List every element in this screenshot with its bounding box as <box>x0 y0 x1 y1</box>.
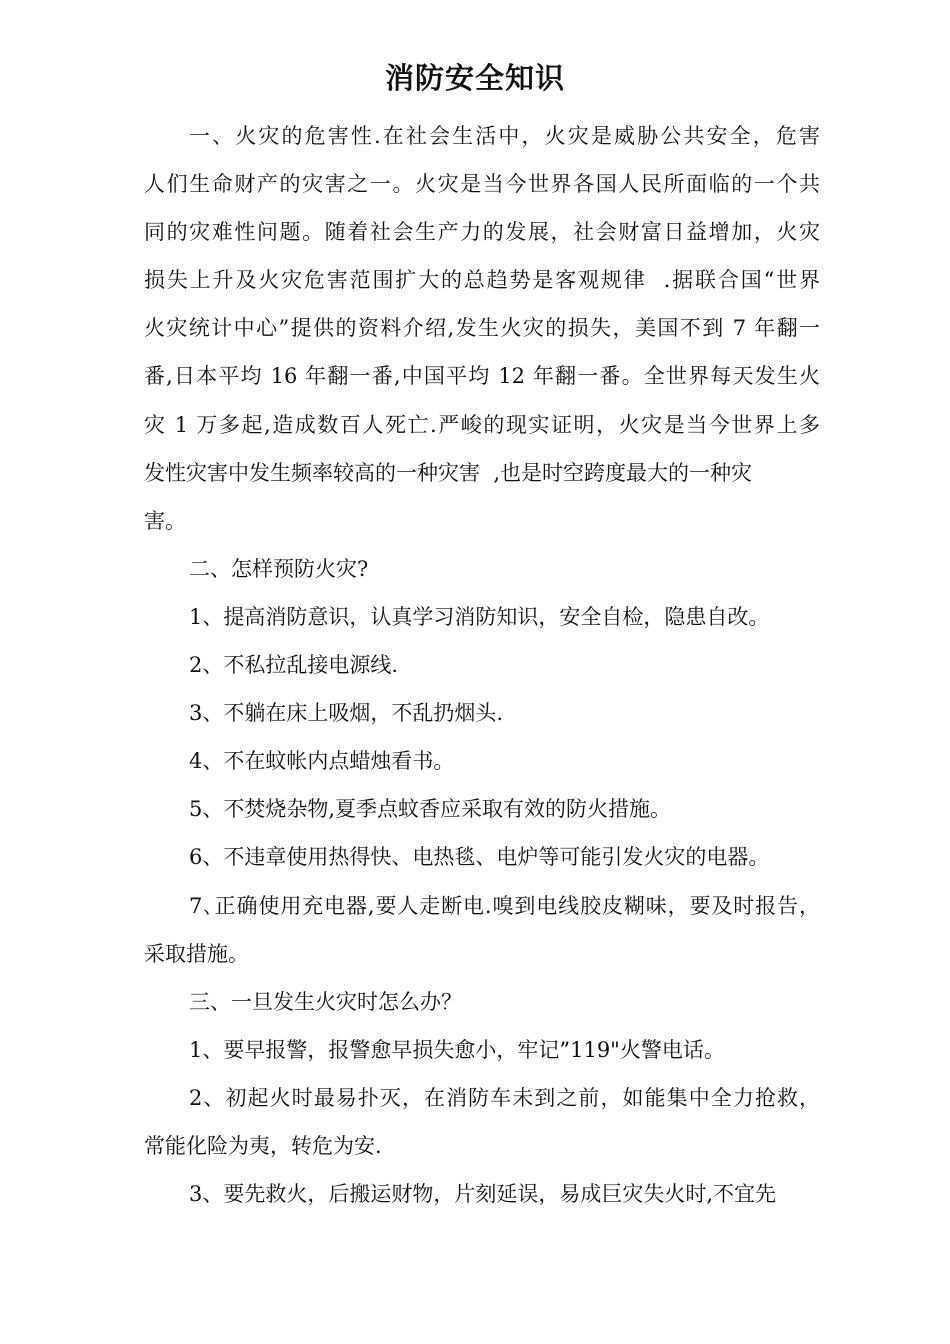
paragraph-line: 同的灾难性问题。随着社会生产力的发展，社会财富日益增加，火灾 <box>144 220 820 245</box>
list-item: 2、不私拉乱接电源线. <box>189 653 399 678</box>
section-heading: 二、怎样预防火灾? <box>189 556 369 581</box>
list-item: 2、初起火时最易扑灭，在消防车未到之前，如能集中全力抢救， <box>189 1085 820 1110</box>
document-title: 消防安全知识 <box>384 61 565 95</box>
paragraph-line: 火灾统计中心”提供的资料介绍,发生火灾的损失，美国不到 7 年翻一 <box>144 316 820 341</box>
paragraph-line: 发性灾害中发生频率较高的一种灾害 ,也是时空跨度最大的一种灾 <box>144 460 753 485</box>
list-item: 5、不焚烧杂物,夏季点蚊香应采取有效的防火措施。 <box>189 797 672 822</box>
list-item: 1、要早报警，报警愈早损失愈小，牢记”119"火警电话。 <box>189 1037 725 1062</box>
section-heading: 三、一旦发生火灾时怎么办？ <box>189 989 462 1014</box>
paragraph-line: 灾 1 万多起,造成数百人死亡.严峻的现实证明，火灾是当今世界上多 <box>144 412 820 437</box>
list-item: 1、提高消防意识，认真学习消防知识，安全自检，隐患自改。 <box>189 604 770 629</box>
list-item: 3、不躺在床上吸烟，不乱扔烟头. <box>189 701 504 726</box>
list-item: 6、不违章使用热得快、电热毯、电炉等可能引发火灾的电器。 <box>189 845 770 870</box>
paragraph-line: 人们生命财产的灾害之一。火灾是当今世界各国人民所面临的一个共 <box>144 172 820 197</box>
paragraph-line: 番,日本平均 16 年翻一番,中国平均 12 年翻一番。全世界每天发生火 <box>144 364 820 389</box>
list-item-continuation: 常能化险为夷，转危为安. <box>144 1133 382 1158</box>
paragraph-line: 一、火灾的危害性.在社会生活中，火灾是威胁公共安全，危害 <box>189 124 820 148</box>
list-item-continuation: 采取措施。 <box>144 941 249 966</box>
paragraph-line: 损失上升及火灾危害范围扩大的总趋势是客观规律 .据联合国“世界 <box>144 268 820 293</box>
list-item: 3、要先救火，后搬运财物，片刻延误，易成巨灾失火时,不宜先 <box>189 1182 777 1207</box>
list-item: 4、不在蚊帐内点蜡烛看书。 <box>189 749 455 774</box>
paragraph-line: 害。 <box>144 508 186 533</box>
document-body <box>144 112 820 1218</box>
list-item: 7､正确使用充电器,要人走断电.嗅到电线胶皮糊味，要及时报告， <box>189 893 820 918</box>
